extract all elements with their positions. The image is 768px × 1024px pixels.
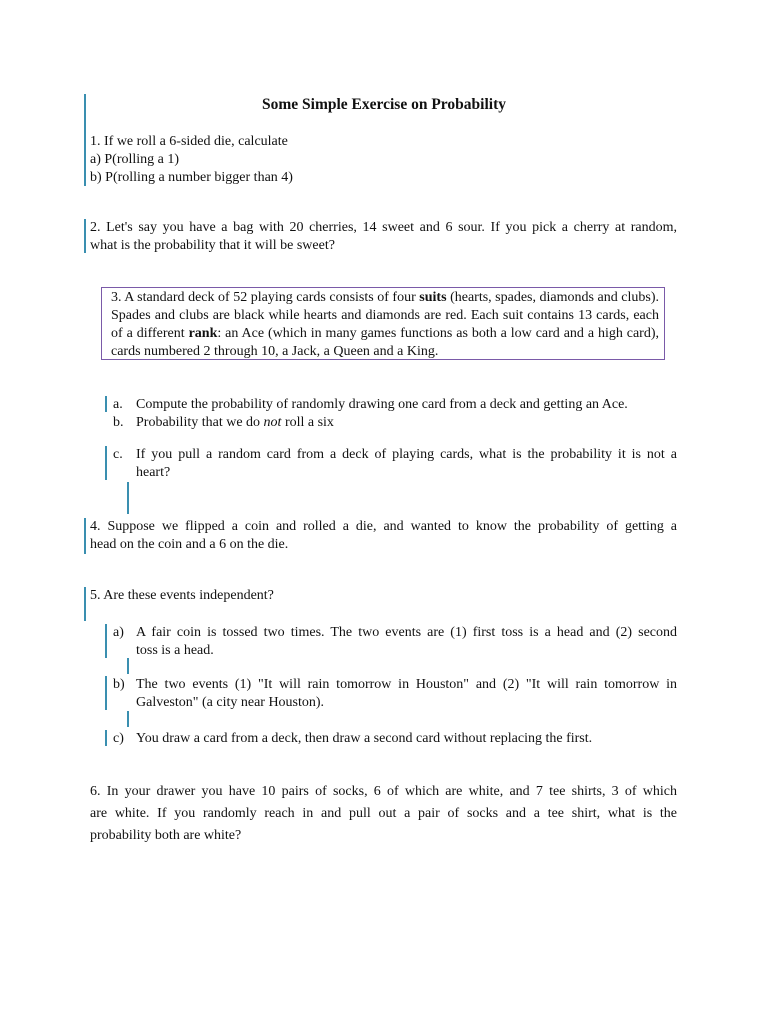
q5-part-a-line: toss is a head. <box>136 643 214 658</box>
q3-part-b-text: Probability that we do <box>136 415 264 430</box>
q3-part-c-text <box>136 446 677 482</box>
change-bar <box>127 482 129 514</box>
question-1-part-a: a) P(rolling a 1) <box>90 152 180 167</box>
q5-part-c-text: You draw a card from a deck, then draw a second card without replacing the first. <box>136 731 593 746</box>
question-6 <box>90 781 677 847</box>
q3-part-b-text <box>136 414 334 432</box>
question-1-part-b: b) P(rolling a number bigger than 4) <box>90 170 293 185</box>
question-3-box <box>101 287 665 360</box>
change-bar <box>105 446 107 480</box>
not-emphasis: not <box>263 415 282 430</box>
question-6-line: probability both are white? <box>90 828 242 843</box>
q5-part-b-line: The two events (1) "It will rain tomorrow in Houston" and (2) "It will rain tomorrow in <box>136 677 677 692</box>
question-2-line: 2. Let's say you have a bag with 20 cherries, 14 sweet and 6 sour. If you pick a cherry at random, <box>90 220 677 235</box>
question-6-line: are white. If you randomly reach in and pull out a pair of socks and a tee shirt, what is the <box>90 806 677 821</box>
q3-part-c-line: If you pull a random card from a deck of playing cards, what is the probability it is not a <box>136 447 677 462</box>
q3-part-c-label: c. <box>113 447 123 462</box>
q3-text: card and a high card), cards numbered 2 through 10, a Jack, a Queen and a King. <box>111 326 659 359</box>
change-bar <box>105 676 107 710</box>
change-bar <box>105 396 107 412</box>
change-bar <box>127 711 129 727</box>
suits-term: suits <box>419 290 447 305</box>
question-4-line: head on the coin and a 6 on the die. <box>90 537 289 552</box>
q3-text: : an Ace (which in many games functions as both a low <box>217 326 532 341</box>
question-3-text <box>111 289 659 361</box>
change-bar <box>84 518 86 554</box>
q3-part-b-label: b. <box>113 415 124 430</box>
q3-text: clubs). Spades and clubs are black while hearts and diamonds are red. Each suit contains <box>111 290 659 323</box>
question-4 <box>90 518 677 554</box>
rank-term: rank <box>188 326 218 341</box>
q5-part-a-line: A fair coin is tossed two times. The two events are (1) first toss is a head and (2) second <box>136 625 677 640</box>
question-4-line: 4. Suppose we flipped a coin and rolled a die, and wanted to know the probability of getting a <box>90 519 677 534</box>
q3-text: (hearts, spades, diamonds and <box>446 290 618 305</box>
q5-part-b-label: b) <box>113 677 125 692</box>
change-bar <box>105 730 107 746</box>
question-2-line: what is the probability that it will be sweet? <box>90 238 335 253</box>
q3-part-a-text: Compute the probability of randomly drawing one card from a deck and getting an Ace. <box>136 397 628 412</box>
q5-part-b-line: Galveston" (a city near Houston). <box>136 695 325 710</box>
question-1 <box>90 133 293 187</box>
q3-part-b-text: roll a six <box>281 415 334 430</box>
question-6-line: 6. In your drawer you have 10 pairs of socks, 6 of which are white, and 7 tee shirts, 3 of which <box>90 784 677 799</box>
question-1-stem: 1. If we roll a 6-sided die, calculate <box>90 134 288 149</box>
change-bar <box>84 587 86 621</box>
question-2 <box>90 219 677 255</box>
q3-text: 3. A standard deck of 52 playing cards consists of four <box>111 290 420 305</box>
q5-part-c-label: c) <box>113 731 124 746</box>
q3-part-c-line: heart? <box>136 465 171 480</box>
q5-part-a-text <box>136 624 677 660</box>
page-title: Some Simple Exercise on Probability <box>262 96 506 113</box>
q3-part-a-label: a. <box>113 397 123 412</box>
q5-part-b-text <box>136 676 677 712</box>
change-bar <box>105 624 107 658</box>
q5-part-a-label: a) <box>113 625 124 640</box>
change-bar <box>84 219 86 253</box>
question-5-stem: 5. Are these events independent? <box>90 588 274 603</box>
change-bar <box>127 658 129 674</box>
q3-text: 13 cards, each of a different <box>111 308 659 341</box>
